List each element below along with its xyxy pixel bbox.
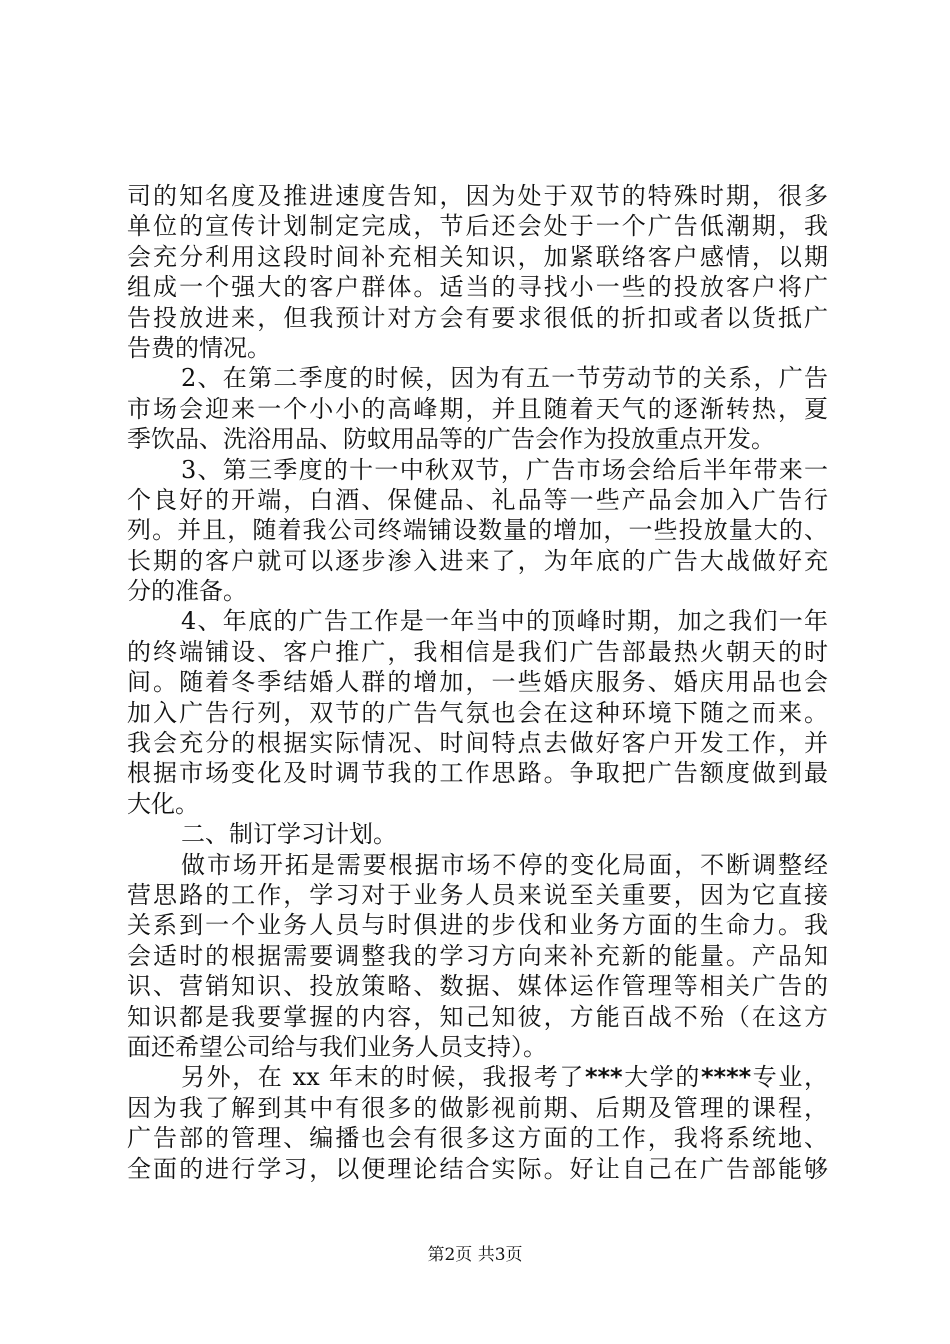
text-line: 2、在第二季度的时候，因为有五一节劳动节的关系，广告 xyxy=(181,364,828,393)
text-line: 3、第三季度的十一中秋双节，广告市场会给后半年带来一 xyxy=(181,455,828,484)
text-line: 会充分利用这段时间补充相关知识，加紧联络客户感情，以期 xyxy=(127,242,828,271)
text-line: 告投放进来，但我预计对方会有要求很低的折扣或者以货抵广 xyxy=(127,303,828,332)
text-line: 根据市场变化及时调节我的工作思路。争取把广告额度做到最 xyxy=(127,759,828,788)
text-line: 列。并且，随着我公司终端铺设数量的增加，一些投放量大的、 xyxy=(127,516,828,545)
redacted-placeholder: **** xyxy=(701,1063,752,1092)
text-line: 长期的客户就可以逐步渗入进来了，为年底的广告大战做好充 xyxy=(127,546,828,575)
text-line: 识、营销知识、投放策略、数据、媒体运作管理等相关广告的 xyxy=(127,972,828,1001)
text-line: 会适时的根据需要调整我的学习方向来补充新的能量。产品知 xyxy=(127,941,828,970)
text-line: 大化。 xyxy=(127,789,199,818)
text-line: 我会充分的根据实际情况、时间特点去做好客户开发工作，并 xyxy=(127,729,828,758)
text-line: 全面的进行学习，以便理论结合实际。好让自己在广告部能够 xyxy=(127,1154,828,1183)
text-line: 告费的情况。 xyxy=(127,333,271,362)
page-footer: 第2页 共3页 xyxy=(427,1245,523,1265)
text-line: 的终端铺设、客户推广，我相信是我们广告部最热火朝天的时 xyxy=(127,637,828,666)
body-text xyxy=(127,181,828,1184)
text-segment: 另外，在 xx 年末的时候，我报考了 xyxy=(181,1063,585,1092)
text-line: 关系到一个业务人员与时俱进的步伐和业务方面的生命力。我 xyxy=(127,911,828,940)
text-line: 知识都是我要掌握的内容，知己知彼，方能百战不殆（在这方 xyxy=(127,1002,828,1031)
text-line: 季饮品、洗浴用品、防蚊用品等的广告会作为投放重点开发。 xyxy=(127,425,775,454)
text-line xyxy=(127,1062,828,1092)
text-line: 组成一个强大的客户群体。适当的寻找小一些的投放客户将广 xyxy=(127,273,828,302)
text-line: 广告部的管理、编播也会有很多这方面的工作，我将系统地、 xyxy=(127,1124,828,1153)
text-line: 间。随着冬季结婚人群的增加，一些婚庆服务、婚庆用品也会 xyxy=(127,668,828,697)
text-line: 个良好的开端，白酒、保健品、礼品等一些产品会加入广告行 xyxy=(127,485,828,514)
text-line: 做市场开拓是需要根据市场不停的变化局面，不断调整经 xyxy=(181,850,828,879)
text-line: 司的知名度及推进速度告知，因为处于双节的特殊时期，很多 xyxy=(127,182,828,210)
text-line: 4、年底的广告工作是一年当中的顶峰时期，加之我们一年 xyxy=(181,607,828,636)
text-line: 因为我了解到其中有很多的做影视前期、后期及管理的课程， xyxy=(127,1093,828,1122)
text-segment: 大学的 xyxy=(622,1063,701,1092)
text-line: 加入广告行列，双节的广告气氛也会在这种环境下随之而来。 xyxy=(127,698,828,727)
text-line: 分的准备。 xyxy=(127,577,247,606)
text-segment: 专业， xyxy=(751,1063,829,1092)
text-line: 营思路的工作，学习对于业务人员来说至关重要，因为它直接 xyxy=(127,880,828,909)
text-line: 市场会迎来一个小小的高峰期，并且随着天气的逐渐转热，夏 xyxy=(127,394,828,423)
text-line: 单位的宣传计划制定完成，节后还会处于一个广告低潮期，我 xyxy=(127,212,828,241)
text-line: 面还希望公司给与我们业务人员支持）。 xyxy=(127,1032,547,1061)
text-line: 二、制订学习计划。 xyxy=(181,820,397,849)
redacted-placeholder: *** xyxy=(584,1063,623,1092)
